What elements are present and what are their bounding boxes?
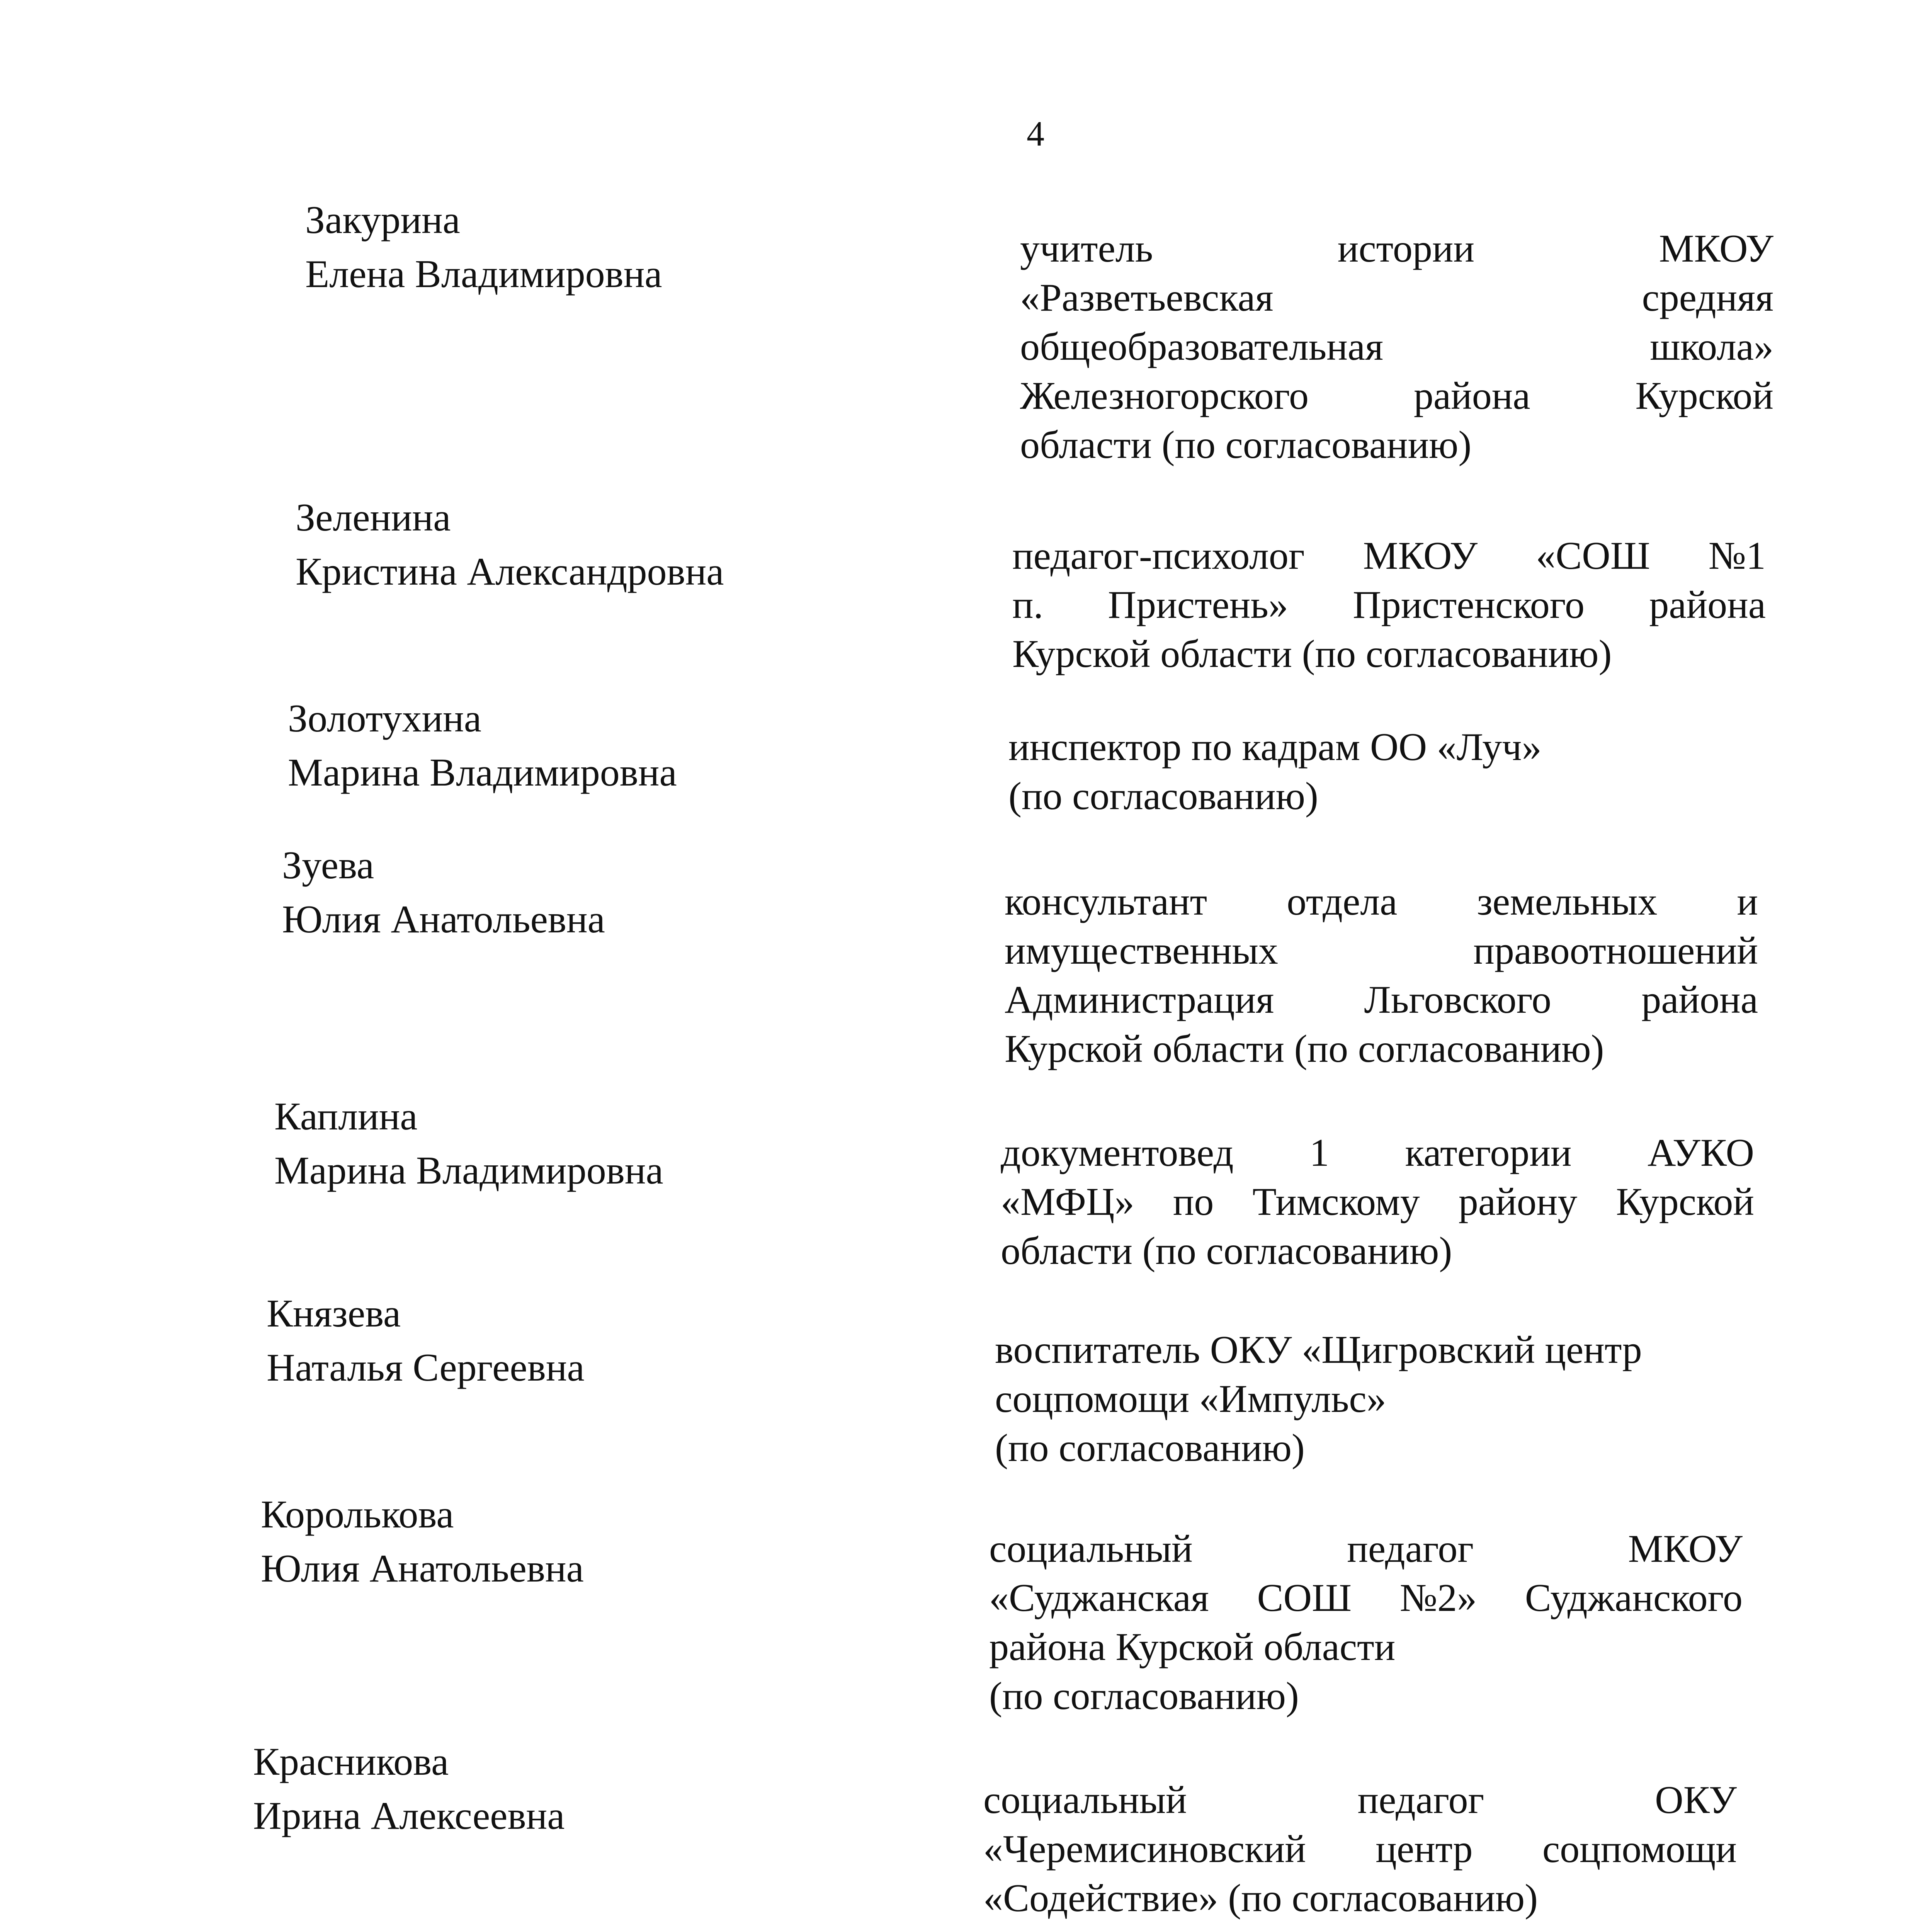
role-word: отдела — [1287, 880, 1398, 923]
role-line: (по согласованию) — [1008, 774, 1318, 818]
role-word: №2» — [1399, 1576, 1477, 1620]
role-word: центр — [1376, 1827, 1473, 1871]
person-role — [1012, 531, 1766, 679]
role-word: консультант — [1005, 880, 1207, 923]
role-line: области (по согласованию) — [1001, 1229, 1452, 1273]
person-name — [261, 1488, 918, 1596]
person-surname: Каплина — [274, 1095, 418, 1138]
role-word: имущественных — [1005, 929, 1278, 973]
role-word: АУКО — [1647, 1131, 1754, 1175]
role-line: (по согласованию) — [995, 1426, 1305, 1470]
role-line — [1020, 224, 1773, 273]
person-role — [1005, 877, 1758, 1073]
person-surname: Зеленина — [296, 496, 451, 539]
role-line — [1001, 1128, 1754, 1177]
role-word: документовед — [1001, 1131, 1234, 1175]
role-word: «Суджанская — [989, 1576, 1209, 1620]
role-line: инспектор по кадрам ОО «Луч» — [1008, 725, 1542, 769]
role-word: Пристенского — [1353, 583, 1585, 627]
role-word: по — [1173, 1180, 1214, 1224]
person-given-names: Марина Владимировна — [274, 1149, 663, 1192]
person-name — [296, 491, 952, 599]
role-word: общеобразовательная — [1020, 325, 1384, 369]
role-word: категории — [1405, 1131, 1572, 1175]
role-word: району — [1458, 1180, 1578, 1224]
role-word: района — [1641, 978, 1758, 1022]
role-word: социальный — [983, 1778, 1187, 1822]
role-line — [1012, 531, 1766, 580]
role-word: истории — [1337, 227, 1475, 270]
person-role — [1001, 1128, 1754, 1276]
role-word: соцпомощи — [1542, 1827, 1737, 1871]
person-given-names: Ирина Алексеевна — [253, 1794, 565, 1838]
role-word: Тимскому — [1252, 1180, 1420, 1224]
role-word: правоотношений — [1473, 929, 1758, 973]
person-name — [267, 1287, 923, 1395]
person-given-names: Наталья Сергеевна — [267, 1346, 585, 1389]
person-name — [282, 838, 939, 947]
role-word: «МФЦ» — [1001, 1180, 1134, 1224]
role-line — [1005, 975, 1758, 1024]
role-word: социальный — [989, 1527, 1193, 1571]
role-line: «Содействие» (по согласованию) — [983, 1876, 1538, 1920]
person-given-names: Кристина Александровна — [296, 550, 724, 594]
role-line — [1020, 273, 1773, 322]
role-word: «Черемисиновский — [983, 1827, 1306, 1871]
person-role — [995, 1325, 1748, 1473]
role-line: воспитатель ОКУ «Щигровский центр — [995, 1328, 1642, 1372]
person-role — [989, 1524, 1743, 1721]
role-word: педагог — [1357, 1778, 1484, 1822]
person-name — [253, 1735, 910, 1843]
role-line: района Курской области — [989, 1625, 1396, 1669]
role-word: Администрация — [1005, 978, 1274, 1022]
role-word: Льговского — [1364, 978, 1552, 1022]
role-line — [983, 1776, 1737, 1825]
role-word: Курской — [1635, 374, 1773, 418]
role-line — [1001, 1177, 1754, 1226]
role-word: №1 — [1708, 534, 1766, 578]
role-word: «СОШ — [1536, 534, 1650, 578]
page-number: 4 — [1027, 114, 1044, 153]
person-given-names: Елена Владимировна — [305, 252, 662, 296]
role-word: МКОУ — [1363, 534, 1478, 578]
person-given-names: Юлия Анатольевна — [282, 898, 605, 941]
role-line — [1020, 322, 1773, 371]
person-given-names: Юлия Анатольевна — [261, 1547, 584, 1590]
role-line: Курской области (по согласованию) — [1005, 1027, 1604, 1071]
person-surname: Золотухина — [288, 697, 481, 740]
role-word: района — [1413, 374, 1530, 418]
person-role — [1020, 224, 1773, 469]
person-surname: Закурина — [305, 198, 460, 242]
role-word: Курской — [1616, 1180, 1754, 1224]
role-word: педагог-психолог — [1012, 534, 1305, 578]
role-line — [983, 1825, 1737, 1874]
role-line — [989, 1573, 1743, 1622]
person-surname: Зуева — [282, 844, 374, 887]
person-surname: Князева — [267, 1292, 401, 1335]
person-surname: Красникова — [253, 1740, 449, 1784]
role-line — [989, 1524, 1743, 1573]
role-word: педагог — [1347, 1527, 1474, 1571]
role-word: «Разветьевская — [1020, 276, 1274, 320]
role-line — [1020, 371, 1773, 420]
role-line: соцпомощи «Импульс» — [995, 1377, 1386, 1421]
role-line — [1005, 877, 1758, 926]
role-word: Суджанского — [1525, 1576, 1743, 1620]
role-line — [1012, 580, 1766, 629]
role-word: Пристень» — [1108, 583, 1288, 627]
person-name — [305, 193, 962, 301]
person-given-names: Марина Владимировна — [288, 751, 677, 794]
role-line: (по согласованию) — [989, 1674, 1299, 1718]
person-surname: Королькова — [261, 1493, 454, 1536]
role-word: п. — [1012, 583, 1044, 627]
role-word: школа» — [1650, 325, 1773, 369]
role-line — [1005, 926, 1758, 975]
role-word: учитель — [1020, 227, 1153, 270]
role-word: земельных — [1477, 880, 1658, 923]
role-word: МКОУ — [1659, 227, 1773, 270]
role-line: Курской области (по согласованию) — [1012, 632, 1612, 676]
role-word: ОКУ — [1655, 1778, 1737, 1822]
role-word: МКОУ — [1628, 1527, 1743, 1571]
role-word: СОШ — [1257, 1576, 1352, 1620]
role-word: Железногорского — [1020, 374, 1309, 418]
role-word: средняя — [1642, 276, 1773, 320]
person-role — [983, 1776, 1737, 1923]
person-name — [274, 1090, 931, 1198]
role-word: и — [1737, 880, 1758, 923]
role-word: 1 — [1309, 1131, 1330, 1175]
role-word: района — [1649, 583, 1766, 627]
person-role — [1008, 723, 1762, 821]
person-name — [288, 692, 945, 800]
role-line: области (по согласованию) — [1020, 423, 1472, 467]
